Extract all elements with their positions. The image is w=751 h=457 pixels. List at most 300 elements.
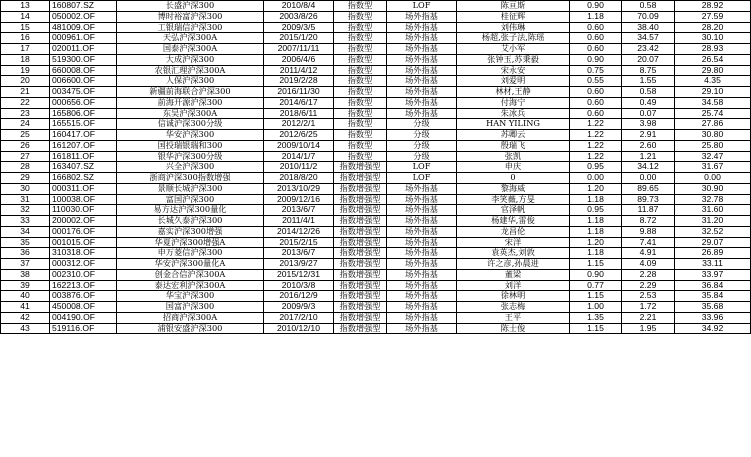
- fund-manager-cell[interactable]: 张志梅: [457, 302, 570, 313]
- inception-date-cell[interactable]: 2010/12/10: [264, 323, 334, 334]
- fund-code-cell[interactable]: 165806.OF: [50, 108, 117, 119]
- fund-manager-cell[interactable]: 许之彦,孙晨进: [457, 259, 570, 270]
- fund-code-cell[interactable]: 003876.OF: [50, 291, 117, 302]
- fund-code-cell[interactable]: 200002.OF: [50, 216, 117, 227]
- fund-name-cell[interactable]: 长城久泰沪深300: [117, 216, 264, 227]
- inception-date-cell[interactable]: 2009/9/3: [264, 302, 334, 313]
- fund-manager-cell[interactable]: 0: [457, 173, 570, 184]
- fund-scale-cell[interactable]: 20.07: [622, 54, 675, 65]
- fund-code-cell[interactable]: 163407.SZ: [50, 162, 117, 173]
- fund-code-cell[interactable]: 006600.OF: [50, 76, 117, 87]
- inception-date-cell[interactable]: 2017/2/10: [264, 312, 334, 323]
- row-number-cell[interactable]: 23: [1, 108, 50, 119]
- fee-rate-cell[interactable]: 0.90: [570, 269, 622, 280]
- row-number-cell[interactable]: 17: [1, 44, 50, 55]
- fee-rate-cell[interactable]: 1.00: [570, 302, 622, 313]
- fund-name-cell[interactable]: 浙商沪深300指数增强: [117, 173, 264, 184]
- fund-name-cell[interactable]: 天弘沪深300A: [117, 33, 264, 44]
- fund-category-cell[interactable]: 分级: [387, 151, 457, 162]
- inception-date-cell[interactable]: 2013/6/7: [264, 205, 334, 216]
- row-number-cell[interactable]: 28: [1, 162, 50, 173]
- return-cell[interactable]: 29.10: [675, 87, 751, 98]
- fund-type-cell[interactable]: 指数型: [334, 119, 387, 130]
- return-cell[interactable]: 30.90: [675, 183, 751, 194]
- fund-manager-cell[interactable]: 李笑薇,方旻: [457, 194, 570, 205]
- fund-category-cell[interactable]: 场外指基: [387, 216, 457, 227]
- fund-type-cell[interactable]: 指数增强型: [334, 291, 387, 302]
- fund-scale-cell[interactable]: 38.40: [622, 22, 675, 33]
- fund-manager-cell[interactable]: 袁英杰,刘敦: [457, 248, 570, 259]
- fund-manager-cell[interactable]: 林材,王静: [457, 87, 570, 98]
- fund-name-cell[interactable]: 申万菱信沪深300: [117, 248, 264, 259]
- fund-category-cell[interactable]: 场外指基: [387, 183, 457, 194]
- row-number-cell[interactable]: 31: [1, 194, 50, 205]
- inception-date-cell[interactable]: 2018/8/20: [264, 173, 334, 184]
- fund-name-cell[interactable]: 新疆前海联合沪深300: [117, 87, 264, 98]
- fund-manager-cell[interactable]: 刘伟琳: [457, 22, 570, 33]
- return-cell[interactable]: 31.20: [675, 216, 751, 227]
- fund-scale-cell[interactable]: 1.55: [622, 76, 675, 87]
- fund-category-cell[interactable]: 场外指基: [387, 33, 457, 44]
- fund-code-cell[interactable]: 110030.OF: [50, 205, 117, 216]
- fund-type-cell[interactable]: 指数增强型: [334, 248, 387, 259]
- fund-type-cell[interactable]: 指数型: [334, 1, 387, 12]
- inception-date-cell[interactable]: 2009/12/16: [264, 194, 334, 205]
- fund-manager-cell[interactable]: 黎海威: [457, 183, 570, 194]
- return-cell[interactable]: 28.92: [675, 1, 751, 12]
- fund-type-cell[interactable]: 指数增强型: [334, 312, 387, 323]
- fund-name-cell[interactable]: 长盛沪深300: [117, 1, 264, 12]
- fund-type-cell[interactable]: 指数增强型: [334, 162, 387, 173]
- fee-rate-cell[interactable]: 1.18: [570, 194, 622, 205]
- return-cell[interactable]: 33.11: [675, 259, 751, 270]
- row-number-cell[interactable]: 25: [1, 130, 50, 141]
- inception-date-cell[interactable]: 2019/2/28: [264, 76, 334, 87]
- return-cell[interactable]: 27.86: [675, 119, 751, 130]
- fund-code-cell[interactable]: 002310.OF: [50, 269, 117, 280]
- return-cell[interactable]: 35.84: [675, 291, 751, 302]
- fee-rate-cell[interactable]: 1.20: [570, 237, 622, 248]
- fee-rate-cell[interactable]: 0.95: [570, 205, 622, 216]
- row-number-cell[interactable]: 18: [1, 54, 50, 65]
- return-cell[interactable]: 26.89: [675, 248, 751, 259]
- row-number-cell[interactable]: 29: [1, 173, 50, 184]
- fund-type-cell[interactable]: 指数型: [334, 140, 387, 151]
- fund-code-cell[interactable]: 450008.OF: [50, 302, 117, 313]
- fee-rate-cell[interactable]: 0.60: [570, 33, 622, 44]
- return-cell[interactable]: 33.96: [675, 312, 751, 323]
- fund-scale-cell[interactable]: 8.72: [622, 216, 675, 227]
- fund-scale-cell[interactable]: 7.41: [622, 237, 675, 248]
- fund-category-cell[interactable]: 场外指基: [387, 205, 457, 216]
- fund-scale-cell[interactable]: 0.49: [622, 97, 675, 108]
- fund-category-cell[interactable]: LOF: [387, 173, 457, 184]
- fund-code-cell[interactable]: 519116.OF: [50, 323, 117, 334]
- fee-rate-cell[interactable]: 1.20: [570, 183, 622, 194]
- fund-name-cell[interactable]: 招商沪深300A: [117, 312, 264, 323]
- fund-type-cell[interactable]: 指数型: [334, 76, 387, 87]
- fund-scale-cell[interactable]: 1.72: [622, 302, 675, 313]
- fund-category-cell[interactable]: 场外指基: [387, 259, 457, 270]
- fee-rate-cell[interactable]: 0.60: [570, 44, 622, 55]
- fund-type-cell[interactable]: 指数增强型: [334, 216, 387, 227]
- fee-rate-cell[interactable]: 0.60: [570, 97, 622, 108]
- inception-date-cell[interactable]: 2014/6/17: [264, 97, 334, 108]
- inception-date-cell[interactable]: 2012/6/25: [264, 130, 334, 141]
- fund-name-cell[interactable]: 前海开源沪深300: [117, 97, 264, 108]
- return-cell[interactable]: 34.92: [675, 323, 751, 334]
- row-number-cell[interactable]: 19: [1, 65, 50, 76]
- fund-name-cell[interactable]: 国富沪深300: [117, 302, 264, 313]
- fund-manager-cell[interactable]: 陈亘斯: [457, 1, 570, 12]
- row-number-cell[interactable]: 21: [1, 87, 50, 98]
- fee-rate-cell[interactable]: 1.35: [570, 312, 622, 323]
- fund-scale-cell[interactable]: 2.29: [622, 280, 675, 291]
- row-number-cell[interactable]: 38: [1, 269, 50, 280]
- inception-date-cell[interactable]: 2016/12/9: [264, 291, 334, 302]
- fund-scale-cell[interactable]: 34.12: [622, 162, 675, 173]
- fund-manager-cell[interactable]: 张凯: [457, 151, 570, 162]
- fund-category-cell[interactable]: 场外指基: [387, 108, 457, 119]
- return-cell[interactable]: 31.67: [675, 162, 751, 173]
- row-number-cell[interactable]: 30: [1, 183, 50, 194]
- fund-scale-cell[interactable]: 4.09: [622, 259, 675, 270]
- row-number-cell[interactable]: 15: [1, 22, 50, 33]
- return-cell[interactable]: 32.52: [675, 226, 751, 237]
- return-cell[interactable]: 33.97: [675, 269, 751, 280]
- fund-scale-cell[interactable]: 23.42: [622, 44, 675, 55]
- fund-type-cell[interactable]: 指数型: [334, 22, 387, 33]
- fund-code-cell[interactable]: 310318.OF: [50, 248, 117, 259]
- return-cell[interactable]: 25.80: [675, 140, 751, 151]
- fund-code-cell[interactable]: 660008.OF: [50, 65, 117, 76]
- row-number-cell[interactable]: 14: [1, 11, 50, 22]
- inception-date-cell[interactable]: 2013/10/29: [264, 183, 334, 194]
- fund-category-cell[interactable]: 场外指基: [387, 269, 457, 280]
- fund-code-cell[interactable]: 100038.OF: [50, 194, 117, 205]
- fund-name-cell[interactable]: 农银汇理沪深300A: [117, 65, 264, 76]
- fund-code-cell[interactable]: 161207.OF: [50, 140, 117, 151]
- fund-type-cell[interactable]: 指数型: [334, 44, 387, 55]
- fund-name-cell[interactable]: 嘉实沪深300增强: [117, 226, 264, 237]
- fund-type-cell[interactable]: 指数增强型: [334, 302, 387, 313]
- fee-rate-cell[interactable]: 1.15: [570, 259, 622, 270]
- fund-category-cell[interactable]: 场外指基: [387, 248, 457, 259]
- fund-scale-cell[interactable]: 2.60: [622, 140, 675, 151]
- inception-date-cell[interactable]: 2014/1/7: [264, 151, 334, 162]
- fee-rate-cell[interactable]: 0.00: [570, 173, 622, 184]
- fee-rate-cell[interactable]: 0.60: [570, 87, 622, 98]
- fund-scale-cell[interactable]: 34.57: [622, 33, 675, 44]
- fund-category-cell[interactable]: 场外指基: [387, 280, 457, 291]
- row-number-cell[interactable]: 32: [1, 205, 50, 216]
- fund-category-cell[interactable]: 场外指基: [387, 97, 457, 108]
- fund-category-cell[interactable]: 分级: [387, 140, 457, 151]
- fund-type-cell[interactable]: 指数增强型: [334, 269, 387, 280]
- inception-date-cell[interactable]: 2013/9/27: [264, 259, 334, 270]
- fund-scale-cell[interactable]: 11.87: [622, 205, 675, 216]
- fund-code-cell[interactable]: 000311.OF: [50, 183, 117, 194]
- fund-category-cell[interactable]: 场外指基: [387, 226, 457, 237]
- fund-code-cell[interactable]: 161811.OF: [50, 151, 117, 162]
- fund-type-cell[interactable]: 指数型: [334, 65, 387, 76]
- fund-scale-cell[interactable]: 89.73: [622, 194, 675, 205]
- fee-rate-cell[interactable]: 0.60: [570, 22, 622, 33]
- fund-code-cell[interactable]: 050002.OF: [50, 11, 117, 22]
- fund-scale-cell[interactable]: 89.65: [622, 183, 675, 194]
- fund-category-cell[interactable]: 场外指基: [387, 76, 457, 87]
- fund-type-cell[interactable]: 指数增强型: [334, 226, 387, 237]
- fund-manager-cell[interactable]: 徐林明: [457, 291, 570, 302]
- row-number-cell[interactable]: 26: [1, 140, 50, 151]
- fee-rate-cell[interactable]: 0.55: [570, 76, 622, 87]
- fund-manager-cell[interactable]: HAN YILING: [457, 119, 570, 130]
- inception-date-cell[interactable]: 2003/8/26: [264, 11, 334, 22]
- fund-code-cell[interactable]: 003475.OF: [50, 87, 117, 98]
- fee-rate-cell[interactable]: 1.18: [570, 11, 622, 22]
- fund-name-cell[interactable]: 泰达宏利沪深300A: [117, 280, 264, 291]
- fund-type-cell[interactable]: 指数增强型: [334, 205, 387, 216]
- fund-name-cell[interactable]: 富国沪深300: [117, 194, 264, 205]
- fund-category-cell[interactable]: 场外指基: [387, 194, 457, 205]
- row-number-cell[interactable]: 24: [1, 119, 50, 130]
- fund-name-cell[interactable]: 东吴沪深300A: [117, 108, 264, 119]
- fund-name-cell[interactable]: 华安沪深300量化A: [117, 259, 264, 270]
- return-cell[interactable]: 27.59: [675, 11, 751, 22]
- inception-date-cell[interactable]: 2009/10/14: [264, 140, 334, 151]
- fee-rate-cell[interactable]: 1.18: [570, 226, 622, 237]
- fund-category-cell[interactable]: 场外指基: [387, 65, 457, 76]
- return-cell[interactable]: 0.00: [675, 173, 751, 184]
- return-cell[interactable]: 31.60: [675, 205, 751, 216]
- fund-category-cell[interactable]: 场外指基: [387, 323, 457, 334]
- fund-manager-cell[interactable]: 申庆: [457, 162, 570, 173]
- row-number-cell[interactable]: 39: [1, 280, 50, 291]
- fee-rate-cell[interactable]: 0.90: [570, 54, 622, 65]
- fund-name-cell[interactable]: 创金合信沪深300A: [117, 269, 264, 280]
- fund-name-cell[interactable]: 银华沪深300分级: [117, 151, 264, 162]
- fund-type-cell[interactable]: 指数增强型: [334, 280, 387, 291]
- return-cell[interactable]: 35.68: [675, 302, 751, 313]
- fund-code-cell[interactable]: 000312.OF: [50, 259, 117, 270]
- inception-date-cell[interactable]: 2010/3/8: [264, 280, 334, 291]
- fee-rate-cell[interactable]: 1.18: [570, 248, 622, 259]
- fund-type-cell[interactable]: 指数型: [334, 108, 387, 119]
- fund-type-cell[interactable]: 指数增强型: [334, 194, 387, 205]
- row-number-cell[interactable]: 43: [1, 323, 50, 334]
- fund-category-cell[interactable]: 场外指基: [387, 87, 457, 98]
- fund-type-cell[interactable]: 指数型: [334, 87, 387, 98]
- fund-scale-cell[interactable]: 4.91: [622, 248, 675, 259]
- fund-scale-cell[interactable]: 1.21: [622, 151, 675, 162]
- fund-category-cell[interactable]: 场外指基: [387, 312, 457, 323]
- fund-name-cell[interactable]: 国投瑞银瑞和300: [117, 140, 264, 151]
- fund-name-cell[interactable]: 博时裕富沪深300: [117, 11, 264, 22]
- inception-date-cell[interactable]: 2012/2/1: [264, 119, 334, 130]
- row-number-cell[interactable]: 36: [1, 248, 50, 259]
- fund-code-cell[interactable]: 000176.OF: [50, 226, 117, 237]
- fund-name-cell[interactable]: 兴全沪深300: [117, 162, 264, 173]
- fund-category-cell[interactable]: 场外指基: [387, 237, 457, 248]
- fund-name-cell[interactable]: 浦银安盛沪深300: [117, 323, 264, 334]
- fund-category-cell[interactable]: 场外指基: [387, 302, 457, 313]
- fund-scale-cell[interactable]: 9.88: [622, 226, 675, 237]
- fund-manager-cell[interactable]: 宋洋: [457, 237, 570, 248]
- inception-date-cell[interactable]: 2006/4/6: [264, 54, 334, 65]
- fund-scale-cell[interactable]: 8.75: [622, 65, 675, 76]
- fund-manager-cell[interactable]: 殷瑞飞: [457, 140, 570, 151]
- row-number-cell[interactable]: 42: [1, 312, 50, 323]
- fund-code-cell[interactable]: 481009.OF: [50, 22, 117, 33]
- fund-name-cell[interactable]: 景顺长城沪深300: [117, 183, 264, 194]
- fund-type-cell[interactable]: 指数增强型: [334, 237, 387, 248]
- fund-scale-cell[interactable]: 1.95: [622, 323, 675, 334]
- fund-type-cell[interactable]: 指数型: [334, 97, 387, 108]
- fund-manager-cell[interactable]: 杨建华,雷俊: [457, 216, 570, 227]
- inception-date-cell[interactable]: 2010/8/4: [264, 1, 334, 12]
- fund-category-cell[interactable]: 分级: [387, 119, 457, 130]
- fund-scale-cell[interactable]: 0.00: [622, 173, 675, 184]
- return-cell[interactable]: 26.54: [675, 54, 751, 65]
- inception-date-cell[interactable]: 2010/11/2: [264, 162, 334, 173]
- row-number-cell[interactable]: 41: [1, 302, 50, 313]
- inception-date-cell[interactable]: 2018/6/11: [264, 108, 334, 119]
- return-cell[interactable]: 29.07: [675, 237, 751, 248]
- row-number-cell[interactable]: 20: [1, 76, 50, 87]
- row-number-cell[interactable]: 37: [1, 259, 50, 270]
- fund-code-cell[interactable]: 165515.OF: [50, 119, 117, 130]
- fund-category-cell[interactable]: LOF: [387, 1, 457, 12]
- fund-code-cell[interactable]: 162213.OF: [50, 280, 117, 291]
- row-number-cell[interactable]: 16: [1, 33, 50, 44]
- fund-type-cell[interactable]: 指数型: [334, 151, 387, 162]
- fee-rate-cell[interactable]: 1.18: [570, 216, 622, 227]
- fee-rate-cell[interactable]: 0.75: [570, 65, 622, 76]
- return-cell[interactable]: 32.47: [675, 151, 751, 162]
- inception-date-cell[interactable]: 2013/6/7: [264, 248, 334, 259]
- fund-type-cell[interactable]: 指数型: [334, 11, 387, 22]
- fee-rate-cell[interactable]: 1.22: [570, 151, 622, 162]
- fund-code-cell[interactable]: 000656.OF: [50, 97, 117, 108]
- return-cell[interactable]: 34.58: [675, 97, 751, 108]
- inception-date-cell[interactable]: 2014/12/26: [264, 226, 334, 237]
- fund-category-cell[interactable]: 分级: [387, 130, 457, 141]
- return-cell[interactable]: 25.74: [675, 108, 751, 119]
- inception-date-cell[interactable]: 2007/11/11: [264, 44, 334, 55]
- fund-scale-cell[interactable]: 2.53: [622, 291, 675, 302]
- row-number-cell[interactable]: 13: [1, 1, 50, 12]
- fund-scale-cell[interactable]: 2.91: [622, 130, 675, 141]
- return-cell[interactable]: 29.80: [675, 65, 751, 76]
- return-cell[interactable]: 30.10: [675, 33, 751, 44]
- fee-rate-cell[interactable]: 0.90: [570, 1, 622, 12]
- return-cell[interactable]: 4.35: [675, 76, 751, 87]
- fund-manager-cell[interactable]: 官泽帆: [457, 205, 570, 216]
- fee-rate-cell[interactable]: 0.77: [570, 280, 622, 291]
- return-cell[interactable]: 30.80: [675, 130, 751, 141]
- fund-code-cell[interactable]: 160417.OF: [50, 130, 117, 141]
- fund-type-cell[interactable]: 指数增强型: [334, 183, 387, 194]
- fund-manager-cell[interactable]: 宋永安: [457, 65, 570, 76]
- fee-rate-cell[interactable]: 1.15: [570, 291, 622, 302]
- fund-manager-cell[interactable]: 刘爱明: [457, 76, 570, 87]
- return-cell[interactable]: 28.93: [675, 44, 751, 55]
- fund-scale-cell[interactable]: 3.98: [622, 119, 675, 130]
- fund-code-cell[interactable]: 160807.SZ: [50, 1, 117, 12]
- fund-scale-cell[interactable]: 0.07: [622, 108, 675, 119]
- fund-type-cell[interactable]: 指数增强型: [334, 259, 387, 270]
- fund-name-cell[interactable]: 国泰沪深300A: [117, 44, 264, 55]
- fund-scale-cell[interactable]: 0.58: [622, 1, 675, 12]
- fund-category-cell[interactable]: 场外指基: [387, 54, 457, 65]
- fund-manager-cell[interactable]: 董梁: [457, 269, 570, 280]
- fund-category-cell[interactable]: 场外指基: [387, 22, 457, 33]
- fund-manager-cell[interactable]: 陈士俊: [457, 323, 570, 334]
- fund-scale-cell[interactable]: 2.21: [622, 312, 675, 323]
- fund-type-cell[interactable]: 指数型: [334, 130, 387, 141]
- fee-rate-cell[interactable]: 1.22: [570, 140, 622, 151]
- fund-name-cell[interactable]: 华宝沪深300: [117, 291, 264, 302]
- fund-name-cell[interactable]: 大成沪深300: [117, 54, 264, 65]
- return-cell[interactable]: 36.84: [675, 280, 751, 291]
- fund-manager-cell[interactable]: 付海宁: [457, 97, 570, 108]
- fund-scale-cell[interactable]: 0.58: [622, 87, 675, 98]
- fund-manager-cell[interactable]: 桂征辉: [457, 11, 570, 22]
- fund-name-cell[interactable]: 信诚沪深300分级: [117, 119, 264, 130]
- inception-date-cell[interactable]: 2015/2/15: [264, 237, 334, 248]
- fund-category-cell[interactable]: 场外指基: [387, 291, 457, 302]
- row-number-cell[interactable]: 33: [1, 216, 50, 227]
- fee-rate-cell[interactable]: 1.15: [570, 323, 622, 334]
- return-cell[interactable]: 28.20: [675, 22, 751, 33]
- fund-type-cell[interactable]: 指数型: [334, 33, 387, 44]
- row-number-cell[interactable]: 34: [1, 226, 50, 237]
- fund-code-cell[interactable]: 519300.OF: [50, 54, 117, 65]
- fund-name-cell[interactable]: 工银瑞信沪深300: [117, 22, 264, 33]
- inception-date-cell[interactable]: 2015/12/31: [264, 269, 334, 280]
- fund-manager-cell[interactable]: 龙昌伦: [457, 226, 570, 237]
- fund-code-cell[interactable]: 001015.OF: [50, 237, 117, 248]
- fund-category-cell[interactable]: LOF: [387, 162, 457, 173]
- inception-date-cell[interactable]: 2016/11/30: [264, 87, 334, 98]
- fee-rate-cell[interactable]: 1.22: [570, 130, 622, 141]
- fund-type-cell[interactable]: 指数型: [334, 54, 387, 65]
- fund-manager-cell[interactable]: 艾小军: [457, 44, 570, 55]
- fee-rate-cell[interactable]: 0.95: [570, 162, 622, 173]
- fund-name-cell[interactable]: 华夏沪深300增强A: [117, 237, 264, 248]
- fee-rate-cell[interactable]: 0.60: [570, 108, 622, 119]
- inception-date-cell[interactable]: 2011/4/1: [264, 216, 334, 227]
- fund-manager-cell[interactable]: 朱冰兵: [457, 108, 570, 119]
- return-cell[interactable]: 32.78: [675, 194, 751, 205]
- fee-rate-cell[interactable]: 1.22: [570, 119, 622, 130]
- fund-code-cell[interactable]: 004190.OF: [50, 312, 117, 323]
- fund-code-cell[interactable]: 166802.SZ: [50, 173, 117, 184]
- fund-type-cell[interactable]: 指数增强型: [334, 173, 387, 184]
- fund-manager-cell[interactable]: 杨超,张子法,陈瑶: [457, 33, 570, 44]
- fund-scale-cell[interactable]: 70.09: [622, 11, 675, 22]
- row-number-cell[interactable]: 22: [1, 97, 50, 108]
- inception-date-cell[interactable]: 2015/1/20: [264, 33, 334, 44]
- fund-manager-cell[interactable]: 王平: [457, 312, 570, 323]
- fund-type-cell[interactable]: 指数增强型: [334, 323, 387, 334]
- inception-date-cell[interactable]: 2011/4/12: [264, 65, 334, 76]
- fund-code-cell[interactable]: 000961.OF: [50, 33, 117, 44]
- fund-manager-cell[interactable]: 苏卿云: [457, 130, 570, 141]
- fund-name-cell[interactable]: 华安沪深300: [117, 130, 264, 141]
- fund-name-cell[interactable]: 易方达沪深300量化: [117, 205, 264, 216]
- row-number-cell[interactable]: 27: [1, 151, 50, 162]
